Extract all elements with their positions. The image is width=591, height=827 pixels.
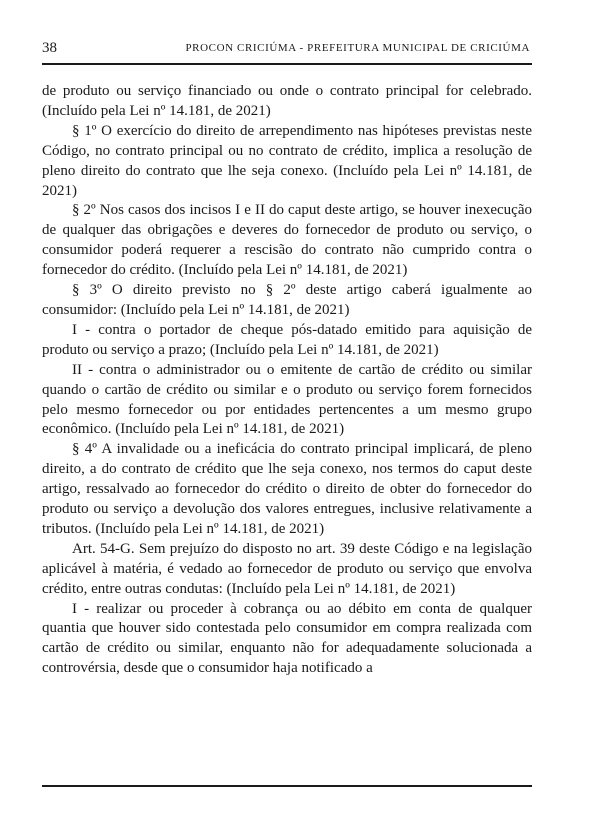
paragraph-continuation: de produto ou serviço financiado ou onde o contrato principal for celebrado. (Incluído pela Lei nº 14.181, de 2021) [42,83,532,119]
header-rule [42,63,532,65]
paragraph-item-ii: II - contra o administrador ou o emitente de cartão de crédito ou similar quando o cartão de crédito ou similar e o produto ou serviço forem fornecidos pelo mesmo fornecedor ou por entidades pertencentes a um mesmo grupo econômico. (Incluído pela Lei nº 14.181, de 2021) [42,361,532,438]
page-header [42,40,532,60]
running-title: PROCON CRICIÚMA - PREFEITURA MUNICIPAL DE CRICIÚMA [185,42,530,54]
page-number: 38 [42,40,57,56]
body-text [42,82,532,679]
paragraph-section-4: § 4º A invalidade ou a ineficácia do contrato principal implicará, de pleno direito, a do contrato de crédito que lhe seja conexo, nos termos do caput deste artigo, ressalvado ao fornecedor do crédito o direito de obter do fornecedor do produto ou serviço a devolução dos valores entregues, inclusive relativamente a tributos. (Incluído pela Lei nº 14.181, de 2021) [42,441,532,537]
paragraph-article-54g-item-i: I - realizar ou proceder à cobrança ou ao débito em conta de qualquer quantia que houver sido contestada pelo consumidor em compra realizada com cartão de crédito ou similar, enquanto não for adequadamente solucionada a controvérsia, desde que o consumidor haja notificado a [42,600,532,677]
paragraph-article-54g: Art. 54-G. Sem prejuízo do disposto no art. 39 deste Código e na legislação aplicável à matéria, é vedado ao fornecedor de produto ou serviço que envolva crédito, entre outras condutas: (Incluído pela Lei nº 14.181, de 2021) [42,540,532,597]
footer-rule [42,785,532,787]
paragraph-section-3: § 3º O direito previsto no § 2º deste artigo caberá igualmente ao consumidor: (Incluído pela Lei nº 14.181, de 2021) [42,282,532,318]
paragraph-section-2: § 2º Nos casos dos incisos I e II do caput deste artigo, se houver inexecução de qualquer das obrigações e deveres do fornecedor de produto ou serviço, o consumidor poderá requerer a rescisão do contrato não cumprido contra o fornecedor do crédito. (Incluído pela Lei nº 14.181, de 2021) [42,202,532,279]
paragraph-item-i: I - contra o portador de cheque pós-datado emitido para aquisição de produto ou serviço a prazo; (Incluído pela Lei nº 14.181, de 2021) [42,321,532,358]
paragraph-section-1: § 1º O exercício do direito de arrependimento nas hipóteses previstas neste Código, no contrato principal ou no contrato de crédito, implica a resolução de pleno direito do contrato que lhe seja conexo. (Incluído pela Lei nº 14.181, de 2021) [42,122,532,199]
